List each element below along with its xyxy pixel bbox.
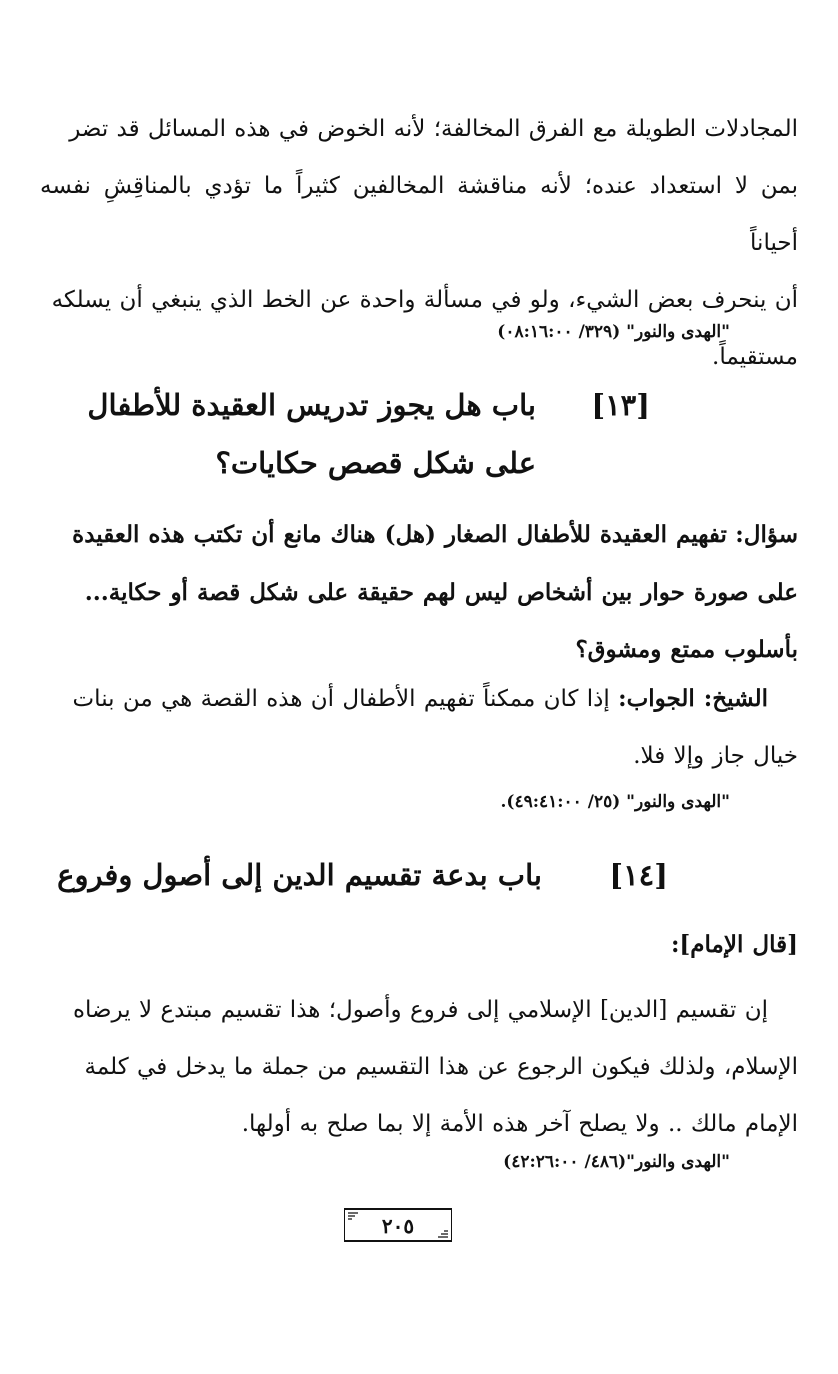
section-title-continued: على شكل قصص حكايات؟ — [215, 446, 536, 480]
imam-paragraph — [40, 982, 798, 1153]
source-reference: "الهدى والنور"(٤٨٦/ ٤٢:٢٦:٠٠) — [503, 1152, 730, 1172]
text-line: بمن لا استعداد عنده؛ لأنه مناقشة المخالفين كثيراً ما تؤدي بالمناقِشِ نفسه أحياناً — [40, 173, 798, 256]
text-line: الإسلام، ولذلك فيكون الرجوع عن هذا التقسيم من جملة ما يدخل في كلمة — [84, 1054, 798, 1080]
speaker-label: [قال الإمام]: — [670, 931, 798, 958]
question-paragraph — [40, 506, 798, 678]
text-line: بأسلوب ممتع ومشوق؟ — [575, 636, 798, 663]
text-line: الشيخ: الجواب: إذا كان ممكناً تفهيم الأطفال أن هذه القصة هي من بنات — [72, 685, 768, 712]
text-line: أن ينحرف بعض الشيء، ولو في مسألة واحدة عن الخط الذي ينبغي أن يسلكه — [51, 287, 798, 313]
page-number: ٢٠٥ — [381, 1214, 415, 1238]
text-line: الإمام مالك .. ولا يصلح آخر هذه الأمة إلا بما صلح به أولها. — [241, 1111, 798, 1137]
section-number: [١٤] — [609, 858, 668, 892]
section-number: [١٣] — [591, 388, 650, 422]
text-line: خيال جاز وإلا فلا. — [633, 743, 798, 769]
text-line: على صورة حوار بين أشخاص ليس لهم حقيقة على شكل قصة أو حكاية... — [84, 579, 798, 606]
answer-paragraph — [40, 670, 798, 785]
question-label: سؤال: — [735, 521, 798, 548]
text-line: سؤال: تفهيم العقيدة للأطفال الصغار (هل) هناك مانع أن تكتب هذه العقيدة — [72, 521, 798, 548]
source-reference: "الهدى والنور" (٣٢٩/ ٠٨:١٦:٠٠) — [497, 322, 730, 342]
intro-paragraph — [40, 101, 798, 386]
text-line: مستقيماً. — [712, 344, 798, 370]
text-line: إن تقسيم [الدين] الإسلامي إلى فروع وأصول؛ هذا تقسيم مبتدع لا يرضاه — [72, 997, 768, 1023]
answer-label: الشيخ: الجواب: — [618, 685, 768, 712]
source-reference: "الهدى والنور" (٢٥/ ٤٩:٤١:٠٠). — [500, 792, 730, 812]
section-title: باب بدعة تقسيم الدين إلى أصول وفروع — [57, 858, 542, 892]
text-line: المجادلات الطويلة مع الفرق المخالفة؛ لأنه الخوض في هذه المسائل قد تضر — [69, 116, 798, 142]
page-number-frame — [344, 1208, 452, 1242]
section-title: باب هل يجوز تدريس العقيدة للأطفال — [87, 388, 536, 422]
